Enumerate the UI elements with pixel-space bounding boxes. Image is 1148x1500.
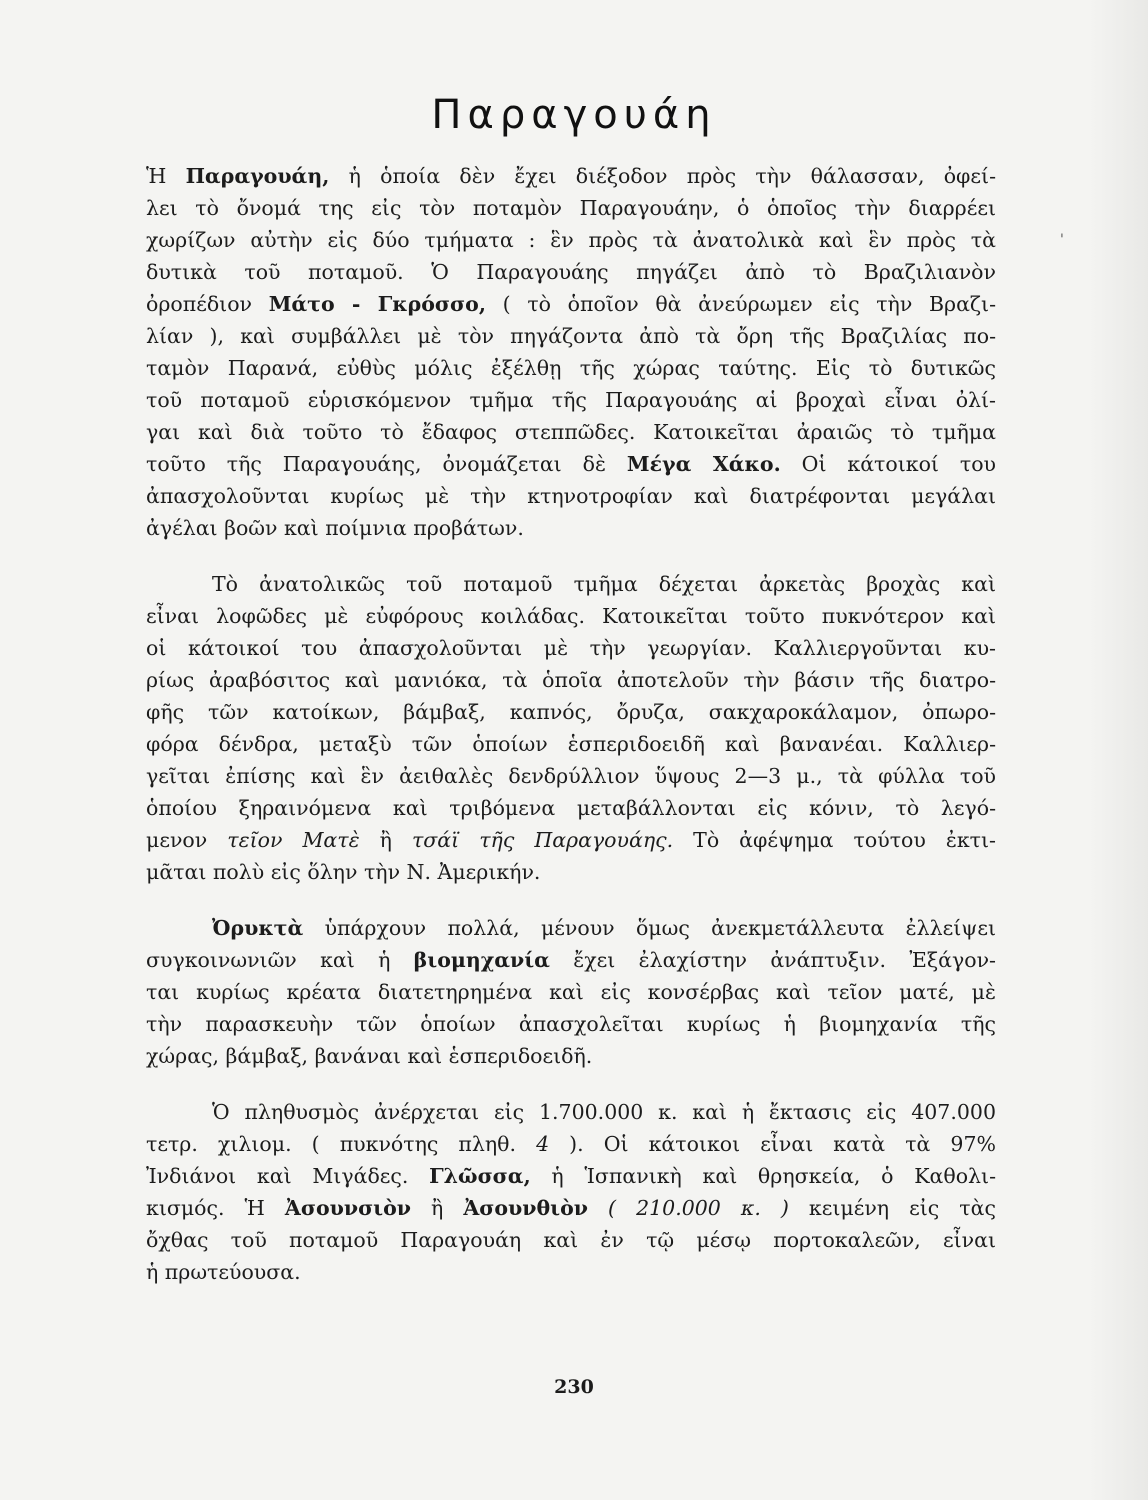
text-run: συγκοινωνιῶν καὶ ἡ	[146, 948, 414, 972]
italic-term: τεῖον Ματὲ	[227, 828, 360, 852]
text-run: ἡ πρωτεύουσα.	[146, 1260, 301, 1284]
text-run: Τὸ ἀνατολικῶς τοῦ ποταμοῦ τμῆμα δέχεται ἀρκετὰς βροχὰς καὶ	[212, 572, 996, 596]
text-run: φῆς τῶν κατοίκων, βάμβαξ, καπνός, ὄρυζα, σακχαροκάλαμον, ὀπωρο-	[146, 700, 996, 724]
text-run: ἀπασχολοῦνται κυρίως μὲ τὴν κτηνοτροφίαν καὶ διατρέφονται μεγάλαι	[146, 484, 996, 508]
text-line	[146, 824, 996, 856]
page-edge-shadow	[1088, 0, 1148, 1500]
text-run: φόρα δένδρα, μεταξὺ τῶν ὁποίων ἑσπεριδοειδῆ καὶ βανανέαι. Καλλιερ-	[146, 732, 996, 756]
text-line	[146, 416, 996, 448]
text-run: μᾶται πολὺ εἰς ὅλην τὴν Ν. Ἀμερικήν.	[146, 860, 541, 884]
text-run: χώρας, βάμβαξ, βανάναι καὶ ἑσπεριδοειδῆ.	[146, 1044, 593, 1068]
paragraph	[146, 160, 996, 544]
text-line	[146, 1040, 996, 1072]
text-line	[146, 944, 996, 976]
text-line	[146, 912, 996, 944]
text-run: ἢ	[359, 828, 412, 852]
text-run: ὄχθας τοῦ ποταμοῦ Παραγουάη καὶ ἐν τῷ μέσῳ πορτοκαλεῶν, εἶναι	[146, 1228, 996, 1252]
text-line	[146, 512, 996, 544]
text-run: λει τὸ ὄνομά της εἰς τὸν ποταμὸν Παραγουάην, ὁ ὁποῖος τὴν διαρρέει	[146, 196, 996, 220]
italic-term: 4	[536, 1132, 550, 1156]
text-run: ἡ Ἱσπανικὴ καὶ θρησκεία, ὁ Καθολι-	[530, 1164, 996, 1188]
text-line	[146, 384, 996, 416]
text-line	[146, 568, 996, 600]
text-line	[146, 696, 996, 728]
text-line	[146, 1224, 996, 1256]
text-line	[146, 976, 996, 1008]
text-line	[146, 1160, 996, 1192]
text-run: χωρίζων αὐτὴν εἰς δύο τμήματα : ἓν πρὸς τὰ ἀνατολικὰ καὶ ἓν πρὸς τὰ	[146, 228, 996, 252]
bold-term: Μάτο - Γκρόσσο,	[268, 292, 486, 316]
paragraph	[146, 912, 996, 1072]
text-run: τὴν παρασκευὴν τῶν ὁποίων ἀπασχολεῖται κυρίως ἡ βιομηχανία τῆς	[146, 1012, 996, 1036]
text-run: κειμένη εἰς τὰς	[788, 1196, 996, 1220]
text-run: τοῦ ποταμοῦ εὑρισκόμενον τμῆμα τῆς Παραγουάης αἱ βροχαὶ εἶναι ὀλί-	[146, 388, 996, 412]
text-line	[146, 1128, 996, 1160]
text-line	[146, 664, 996, 696]
text-line	[146, 192, 996, 224]
bold-term: Μέγα Χάκο.	[626, 452, 781, 476]
text-line	[146, 1256, 996, 1288]
text-line	[146, 792, 996, 824]
bold-term: Παραγουάη,	[185, 164, 330, 188]
text-run: Ὁ πληθυσμὸς ἀνέρχεται εἰς 1.700.000 κ. καὶ ἡ ἔκτασις εἰς 407.000	[212, 1100, 996, 1124]
text-line	[146, 856, 996, 888]
text-line	[146, 480, 996, 512]
text-line	[146, 728, 996, 760]
text-line	[146, 1192, 996, 1224]
bold-term: βιομηχανία	[413, 948, 550, 972]
margin-mark: '	[1060, 232, 1064, 248]
text-run: οἱ κάτοικοί του ἀπασχολοῦνται μὲ τὴν γεωργίαν. Καλλιεργοῦνται κυ-	[146, 636, 996, 660]
text-run: Ἰνδιάνοι καὶ Μιγάδες.	[146, 1164, 430, 1188]
text-run: εἶναι λοφῶδες μὲ εὐφόρους κοιλάδας. Κατοικεῖται τοῦτο πυκνότερον καὶ	[146, 604, 996, 628]
text-run: τοῦτο τῆς Παραγουάης, ὀνομάζεται δὲ	[146, 452, 627, 476]
bold-term: Ἀσουνθιὸν	[463, 1196, 588, 1220]
text-line	[146, 448, 996, 480]
text-run: γεῖται ἐπίσης καὶ ἓν ἀειθαλὲς δενδρύλλιον ὕψους 2—3 μ., τὰ φύλλα τοῦ	[146, 764, 996, 788]
bold-term: Ὀρυκτὰ	[212, 916, 304, 940]
text-run: ἀγέλαι βοῶν καὶ ποίμνια προβάτων.	[146, 516, 524, 540]
text-run: ἡ ὁποία δὲν ἔχει διέξοδον πρὸς τὴν θάλασσαν, ὀφεί-	[329, 164, 996, 188]
text-run: ρίως ἀραβόσιτος καὶ μανιόκα, τὰ ὁποῖα ἀποτελοῦν τὴν βάσιν τῆς διατρο-	[146, 668, 996, 692]
text-line	[146, 256, 996, 288]
text-line	[146, 1096, 996, 1128]
text-line	[146, 600, 996, 632]
text-line	[146, 1008, 996, 1040]
text-run: ἢ	[411, 1196, 464, 1220]
text-run: ὀροπέδιον	[146, 292, 269, 316]
text-run: ( τὸ ὁποῖον θὰ ἀνεύρωμεν εἰς τὴν Βραζι-	[485, 292, 997, 316]
bold-term: Ἀσουνσιὸν	[284, 1196, 411, 1220]
text-run: δυτικὰ τοῦ ποταμοῦ. Ὁ Παραγουάης πηγάζει ἀπὸ τὸ Βραζιλιανὸν	[146, 260, 996, 284]
text-run: τετρ. χιλιομ. ( πυκνότης πληθ.	[146, 1132, 537, 1156]
text-line	[146, 320, 996, 352]
body-text	[146, 160, 996, 1312]
text-run: ὑπάρχουν πολλά, μένουν ὅμως ἀνεκμετάλλευτα ἐλλείψει	[303, 916, 996, 940]
text-line	[146, 632, 996, 664]
text-run: Τὸ ἀφέψημα τούτου ἐκτι-	[673, 828, 996, 852]
text-run	[588, 1196, 608, 1220]
page-title: Παραγουάη	[431, 92, 717, 138]
paragraph	[146, 1096, 996, 1288]
text-run: Ἡ	[146, 164, 186, 188]
page-number: 230	[554, 1376, 594, 1398]
italic-term: τσάϊ τῆς Παραγουάης.	[411, 828, 674, 852]
text-line	[146, 352, 996, 384]
text-run: λίαν ), καὶ συμβάλλει μὲ τὸν πηγάζοντα ἀπὸ τὰ ὄρη τῆς Βραζιλίας πο-	[146, 324, 996, 348]
text-line	[146, 760, 996, 792]
text-line	[146, 288, 996, 320]
text-run: ). Οἱ κάτοικοι εἶναι κατὰ τὰ 97%	[549, 1132, 996, 1156]
text-run: ἔχει ἐλαχίστην ἀνάπτυξιν. Ἐξάγον-	[549, 948, 996, 972]
text-run: μενον	[146, 828, 228, 852]
text-run: ταμὸν Παρανά, εὐθὺς μόλις ἐξέλθῃ τῆς χώρας ταύτης. Εἰς τὸ δυτικῶς	[146, 356, 996, 380]
text-line	[146, 224, 996, 256]
text-run: ὁποίου ξηραινόμενα καὶ τριβόμενα μεταβάλλονται εἰς κόνιν, τὸ λεγό-	[146, 796, 996, 820]
text-run: ται κυρίως κρέατα διατετηρημένα καὶ εἰς κονσέρβας καὶ τεῖον ματέ, μὲ	[146, 980, 996, 1004]
text-line	[146, 160, 996, 192]
italic-term: ( 210.000 κ. )	[608, 1196, 789, 1220]
bold-term: Γλῶσσα,	[429, 1164, 531, 1188]
text-run: γαι καὶ διὰ τοῦτο τὸ ἔδαφος στεππῶδες. Κατοικεῖται ἀραιῶς τὸ τμῆμα	[146, 420, 996, 444]
text-run: Οἱ κάτοικοί του	[780, 452, 997, 476]
text-run: κισμός. Ἡ	[146, 1196, 285, 1220]
paragraph	[146, 568, 996, 888]
